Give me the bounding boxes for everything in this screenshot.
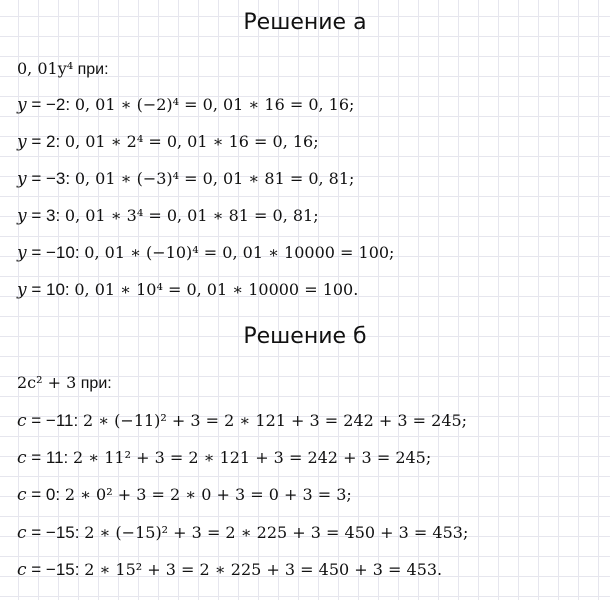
substitution: = −11:: [26, 411, 83, 430]
substitution: = −15:: [26, 523, 85, 542]
calculation: 0, 01 ∗ 3⁴ = 0, 01 ∗ 81 = 0, 81;: [64, 206, 319, 225]
substitution: = 10:: [26, 280, 75, 299]
variable: y: [17, 95, 27, 115]
substitution: = −10:: [26, 243, 85, 262]
substitution: = 11:: [26, 448, 73, 467]
variable: y: [17, 206, 27, 226]
substitution: = 3:: [26, 206, 65, 225]
variable: y: [17, 132, 27, 152]
solution-line: [17, 94, 354, 116]
solution-line: [17, 484, 352, 506]
section-a-title: Решение а: [243, 10, 367, 35]
solution-line: [17, 559, 442, 581]
calculation: 2 ∗ 0² + 3 = 2 ∗ 0 + 3 = 0 + 3 = 3;: [64, 485, 352, 504]
calculation: 0, 01 ∗ (−10)⁴ = 0, 01 ∗ 10000 = 100;: [84, 243, 395, 262]
calculation: 0, 01 ∗ 10⁴ = 0, 01 ∗ 10000 = 100.: [74, 280, 359, 299]
section-a-intro: [17, 58, 109, 81]
substitution: = −15:: [26, 560, 85, 579]
variable: c: [17, 560, 27, 580]
substitution: = −3:: [26, 169, 75, 188]
variable: y: [17, 280, 27, 300]
solution-line: [17, 279, 358, 301]
variable: c: [17, 411, 27, 431]
solution-line: [17, 447, 431, 469]
variable: y: [17, 243, 27, 263]
solution-line: [17, 242, 394, 264]
solution-line: [17, 205, 319, 227]
substitution: = −2:: [26, 95, 75, 114]
intro-expression: 2c² + 3: [17, 373, 77, 392]
intro-expression: 0, 01y⁴: [17, 59, 74, 78]
intro-suffix: при:: [73, 61, 109, 78]
section-b-intro: [17, 372, 112, 395]
section-b-title: Решение б: [243, 324, 367, 349]
calculation: 2 ∗ (−15)² + 3 = 2 ∗ 225 + 3 = 450 + 3 = 453;: [84, 523, 469, 542]
calculation: 2 ∗ (−11)² + 3 = 2 ∗ 121 + 3 = 242 + 3 = 245;: [82, 411, 468, 430]
substitution: = 0:: [26, 485, 65, 504]
solution-line: [17, 410, 467, 432]
calculation: 0, 01 ∗ (−2)⁴ = 0, 01 ∗ 16 = 0, 16;: [74, 95, 355, 114]
solution-line: [17, 168, 354, 190]
intro-suffix: при:: [76, 375, 112, 392]
calculation: 0, 01 ∗ (−3)⁴ = 0, 01 ∗ 81 = 0, 81;: [74, 169, 355, 188]
variable: c: [17, 448, 27, 468]
calculation: 0, 01 ∗ 2⁴ = 0, 01 ∗ 16 = 0, 16;: [64, 132, 319, 151]
substitution: = 2:: [26, 132, 65, 151]
solution-line: [17, 522, 468, 544]
variable: c: [17, 523, 27, 543]
solution-line: [17, 131, 319, 153]
calculation: 2 ∗ 11² + 3 = 2 ∗ 121 + 3 = 242 + 3 = 245;: [73, 448, 432, 467]
calculation: 2 ∗ 15² + 3 = 2 ∗ 225 + 3 = 450 + 3 = 453.: [84, 560, 443, 579]
variable: y: [17, 169, 27, 189]
variable: c: [17, 485, 27, 505]
